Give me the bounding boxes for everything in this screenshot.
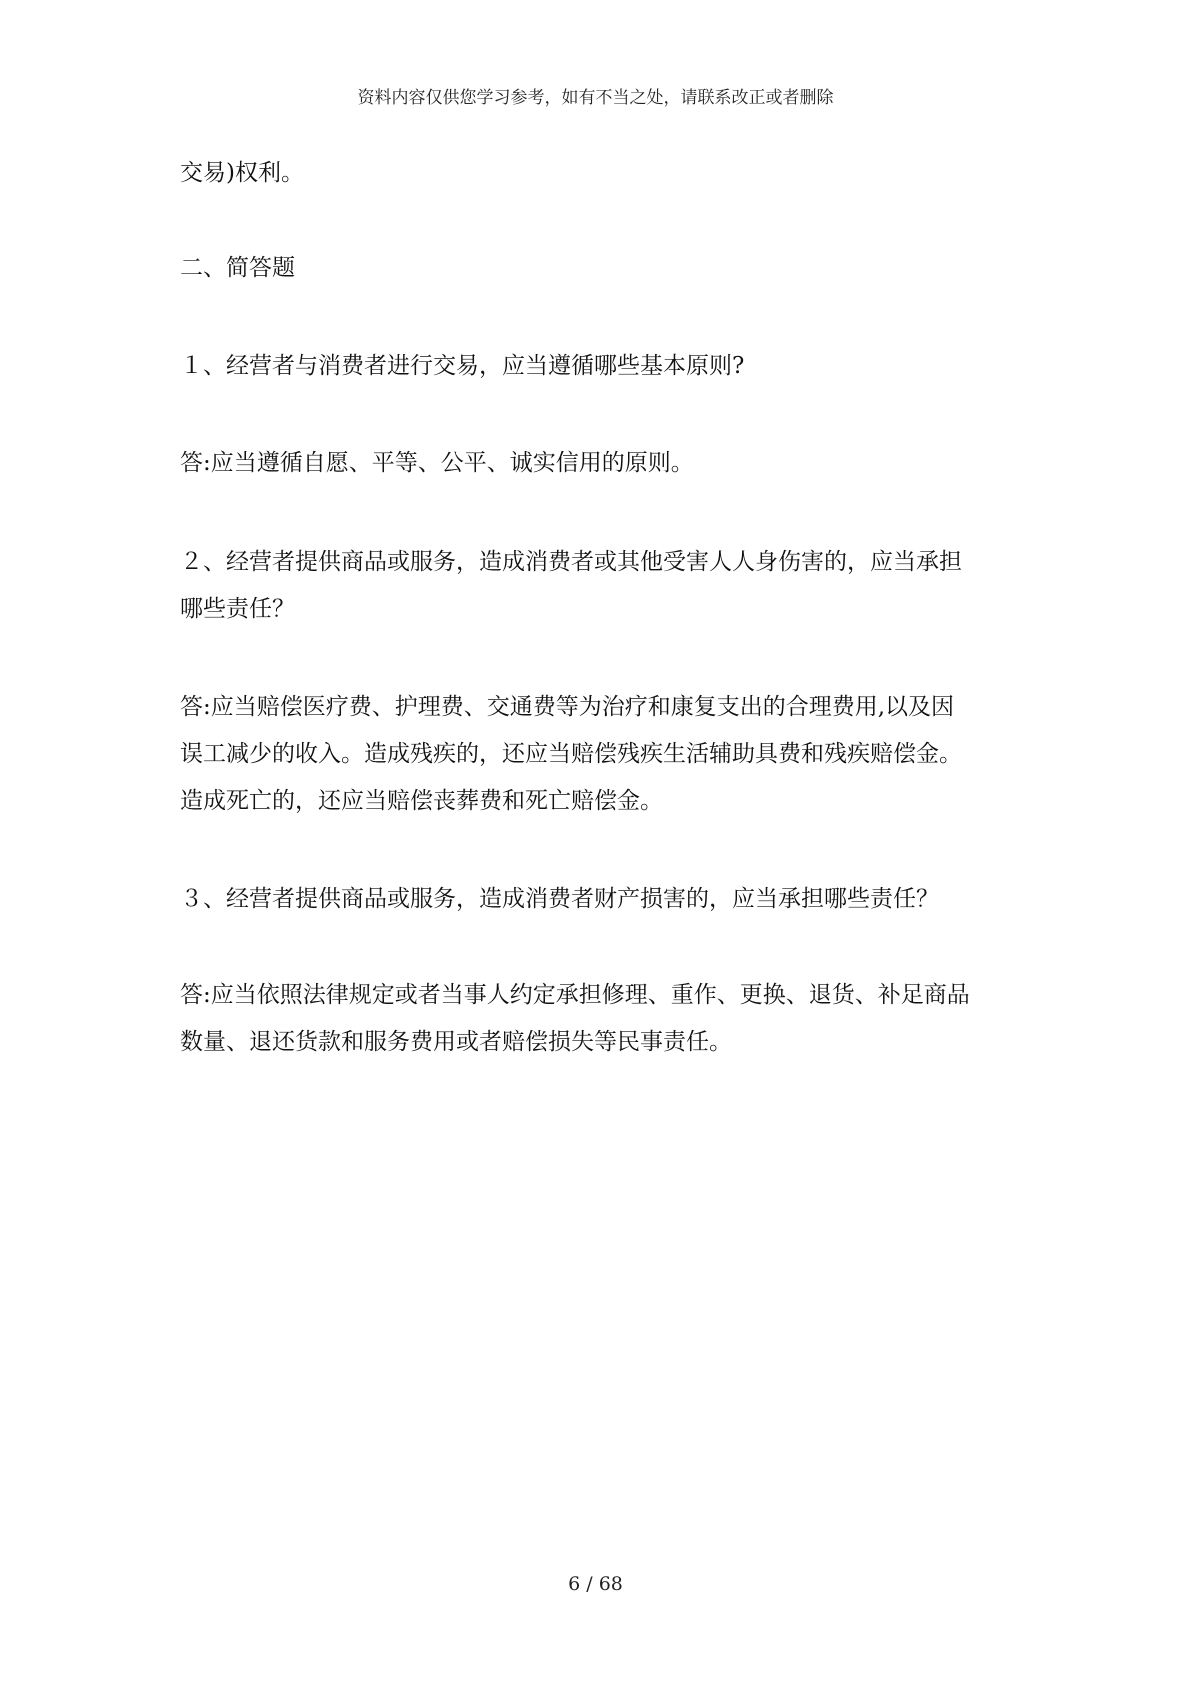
question-2-line-2: 哪些责任？ — [180, 596, 295, 622]
answer-3-line-1: 答:应当依照法律规定或者当事人约定承担修理、重作、更换、退货、补足商品 — [180, 982, 970, 1008]
section-heading: 二、简答题 — [180, 255, 295, 281]
answer-2-line-2: 误工减少的收入。造成残疾的，还应当赔偿残疾生活辅助具费和残疾赔偿金。 — [180, 741, 962, 767]
page-number: 6 / 68 — [568, 1573, 623, 1595]
answer-2-line-1: 答:应当赔偿医疗费、护理费、交通费等为治疗和康复支出的合理费用,以及因 — [180, 694, 955, 720]
question-2-line-1: ２、经营者提供商品或服务，造成消费者或其他受害人人身伤害的，应当承担 — [180, 549, 962, 575]
question-3: ３、经营者提供商品或服务，造成消费者财产损害的，应当承担哪些责任？ — [180, 886, 939, 912]
question-1: １、经营者与消费者进行交易，应当遵循哪些基本原则? — [180, 353, 745, 379]
answer-1: 答:应当遵循自愿、平等、公平、诚实信用的原则。 — [180, 450, 694, 476]
answer-2-line-3: 造成死亡的，还应当赔偿丧葬费和死亡赔偿金。 — [180, 788, 663, 814]
text-line-continuation: 交易)权利。 — [180, 160, 304, 186]
page-header: 资料内容仅供您学习参考，如有不当之处，请联系改正或者删除 — [357, 88, 834, 108]
answer-3-line-2: 数量、退还货款和服务费用或者赔偿损失等民事责任。 — [180, 1029, 732, 1055]
